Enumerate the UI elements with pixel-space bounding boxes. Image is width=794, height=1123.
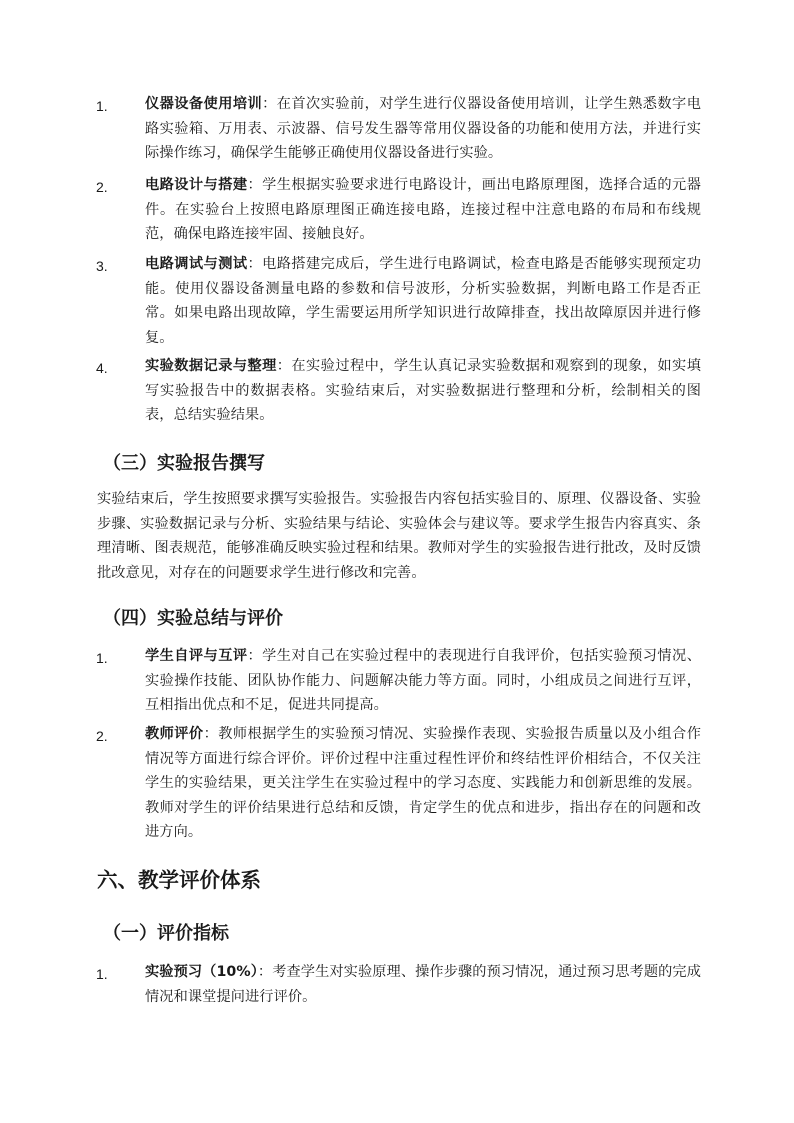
list-item-title: 实验预习（10%） [145,964,258,980]
list-text [145,252,701,350]
list-item-body: ：学生根据实验要求进行电路设计，画出电路原理图，选择合适的元器件。在实验台上按照电路原理图正确连接电路，连接过程中注意电路的布局和布线规范，确保电路连接牢固、接触良好。 [145,177,701,243]
list-item-body: ：教师根据学生的实验预习情况、实验操作表现、实验报告质量以及小组合作情况等方面进行综合评价。评价过程中注重过程性评价和终结性评价相结合，不仅关注学生的实验结果，更关注学生在实验过程中的学习态度、实践能力和创新思维的发展。教师对学生的评价结果进行总结和反馈，肯定学生的优点和进步，指出存在的问题和改进方向。 [145,726,701,841]
list-number: 1. [96,966,108,982]
list-item-body: ：在首次实验前，对学生进行仪器设备使用培训，让学生熟悉数字电路实验箱、万用表、示波器、信号发生器等常用仪器设备的功能和使用方法，并进行实际操作练习，确保学生能够正确使用仪器设备进行实验。 [145,96,701,162]
list-text [145,354,701,428]
list-item-body: ：电路搭建完成后，学生进行电路调试，检查电路是否能够实现预定功能。使用仪器设备测量电路的参数和信号波形，分析实验数据，判断电路工作是否正常。如果电路出现故障，学生需要运用所学知识进行故障排查，找出故障原因并进行修复。 [145,256,701,346]
list-item-title: 实验数据记录与整理 [145,358,277,374]
section-heading-indicators: （一）评价指标 [103,923,229,944]
chapter-heading: 六、教学评价体系 [97,868,261,892]
list-item-body: ：在实验过程中，学生认真记录实验数据和观察到的现象，如实填写实验报告中的数据表格。实验结束后，对实验数据进行整理和分析，绘制相关的图表，总结实验结果。 [145,358,701,424]
list-text [145,722,701,845]
section-heading-report: （三）实验报告撰写 [103,453,265,474]
list-number: 3. [96,258,108,274]
list-item-title: 仪器设备使用培训 [145,96,263,112]
list-text [145,644,701,718]
list-text [145,173,701,247]
list-number: 2. [96,179,108,195]
section-heading-summary: （四）实验总结与评价 [103,608,283,629]
list-item-body: ：学生对自己在实验过程中的表现进行自我评价，包括实验预习情况、实验操作技能、团队协作能力、问题解决能力等方面。同时，小组成员之间进行互评，互相指出优点和不足，促进共同提高。 [145,648,701,714]
list-number: 1. [96,650,108,666]
list-item-title: 电路设计与搭建 [145,177,248,193]
list-text [145,92,701,166]
list-item-title: 教师评价 [145,726,204,742]
list-item-title: 电路调试与测试 [145,256,248,272]
list-number: 2. [96,728,108,744]
report-paragraph: 实验结束后，学生按照要求撰写实验报告。实验报告内容包括实验目的、原理、仪器设备、实验步骤、实验数据记录与分析、实验结果与结论、实验体会与建议等。要求学生报告内容真实、条理清晰、图表规范，能够准确反映实验过程和结果。教师对学生的实验报告进行批改，及时反馈批改意见，对存在的问题要求学生进行修改和完善。 [97,491,701,581]
list-item-body: ：考查学生对实验原理、操作步骤的预习情况，通过预习思考题的完成情况和课堂提问进行评价。 [145,964,701,1005]
list-number: 4. [96,360,108,376]
list-text [145,960,701,1009]
list-item-title: 学生自评与互评 [145,648,248,664]
list-number: 1. [96,98,108,114]
